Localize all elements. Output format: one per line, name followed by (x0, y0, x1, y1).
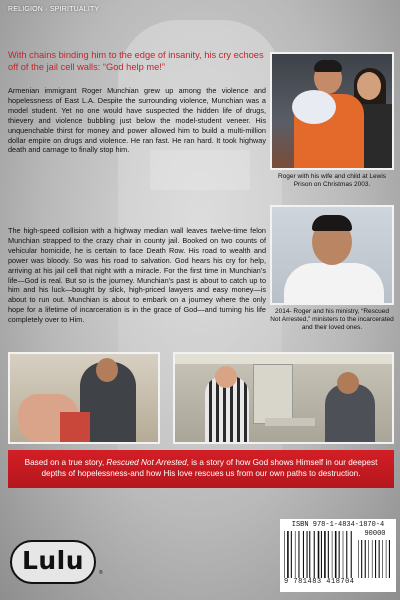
barcode-bar (343, 531, 344, 578)
headline: With chains binding him to the edge of insanity, his cry echoes off of the jail cell walls: “God help me!” (8, 50, 264, 72)
barcode-bar (298, 531, 299, 578)
publisher-logo: Lulu (10, 540, 96, 584)
barcode-bar (368, 540, 369, 578)
barcode-bar (295, 531, 296, 578)
ministry-photo (270, 205, 394, 305)
barcode-bar (389, 540, 390, 578)
body-paragraph-1: Armenian immigrant Roger Munchian grew up among the violence and hopelessness of East L.A. Despite the surrounding violence, Munchian was a model student. Yet no one would have suspected the hidden life of drugs, thievery and violence bubbling just below the model-student veneer. His unquenchable thirst for money and power allowed him to build a multi-million dollar empire on drugs and violence. He ran fast. He ran hard. It took highway death and carnage to finally stop him. (8, 86, 266, 155)
barcode-bar (361, 540, 362, 578)
barcode-bar (287, 531, 289, 578)
barcode-bar (358, 540, 359, 578)
barcode-bar (314, 531, 315, 578)
barcode-bar (335, 531, 337, 578)
barcode-box (280, 519, 396, 592)
barcode-digits: 9 781483 418704 (284, 578, 355, 586)
photo-figure (312, 215, 352, 231)
barcode-bar (375, 540, 376, 578)
photo-figure (265, 418, 315, 426)
family-photo-caption: Roger with his wife and child at Lewis Prison on Christmas 2003. (277, 173, 387, 189)
registered-mark: ® (99, 570, 103, 576)
barcode-bar (351, 531, 352, 578)
photo-figure (60, 412, 90, 444)
photo-figure (337, 372, 359, 394)
barcode-bar (332, 531, 333, 578)
photo-figure (175, 354, 394, 364)
addon-barcode (358, 540, 392, 578)
barcode-bar (321, 531, 322, 578)
summary-banner (8, 450, 394, 488)
photo-figure (96, 358, 118, 382)
banner-text-after: , is a story of how God shows Himself in our deepest depths of hopelessness-and how His love rescues us from our own paths to destruction. (41, 458, 378, 478)
barcode-area (284, 531, 392, 578)
barcode-bar (324, 531, 326, 578)
barcode-bar (339, 531, 340, 578)
scene-photo-right (173, 352, 394, 444)
barcode-bar (372, 540, 373, 578)
barcode-bar (291, 531, 292, 578)
category-label: RELIGION · SPIRITUALITY (8, 6, 100, 13)
family-photo (270, 52, 394, 170)
barcode-bar (328, 531, 329, 578)
background-cross-shape (150, 150, 250, 190)
photo-figure (215, 366, 237, 388)
barcode-bar (382, 540, 383, 578)
photo-figure (284, 263, 384, 305)
barcode-bar (303, 531, 304, 578)
barcode-bar (365, 540, 366, 578)
banner-text-before: Based on a true story, (24, 458, 107, 467)
barcode-bar (309, 531, 310, 578)
photo-figure (253, 364, 293, 424)
photo-figure (357, 72, 381, 100)
photo-figure (292, 90, 336, 124)
isbn-text: ISBN 978-1-4834-1870-4 (291, 521, 385, 529)
body-paragraph-2: The high-speed collision with a highway median wall leaves twelve-time felon Munchian strapped to the crazy chair in county jail. Booked on two counts of vehicular homicide, he is certain to face Death Row. His road to wealth and power was bloody. So was his road to salvation. God hears his cry for help, arriving at his jail cell that night with a miracle. For the first time in Munchian’s life—God is real. But so is the journey. Munchian’s past is about to catch up to him and his luck—bought by slick, high-priced lawyers and easy money—is about to run out. Munchian is about to embark on a journey where the only hope for a lifetime of incarceration is in the grace of God—and turning his life completely over to Him. (8, 226, 266, 325)
scene-photo-left (8, 352, 160, 444)
ean-barcode (284, 531, 354, 578)
barcode-bar (386, 540, 387, 578)
barcode-bar (346, 531, 347, 578)
barcode-bar (318, 531, 320, 578)
barcode-bar (379, 540, 380, 578)
banner-book-title: Rescued Not Arrested (106, 458, 187, 467)
barcode-bar (284, 531, 285, 578)
barcode-bar (307, 531, 308, 578)
photo-figure (314, 60, 342, 72)
ministry-photo-caption: 2014- Roger and his ministry, “Rescued Not Arrested,” ministers to the incarcerated and their loved ones. (270, 308, 394, 332)
addon-code: 90000 (364, 530, 386, 538)
